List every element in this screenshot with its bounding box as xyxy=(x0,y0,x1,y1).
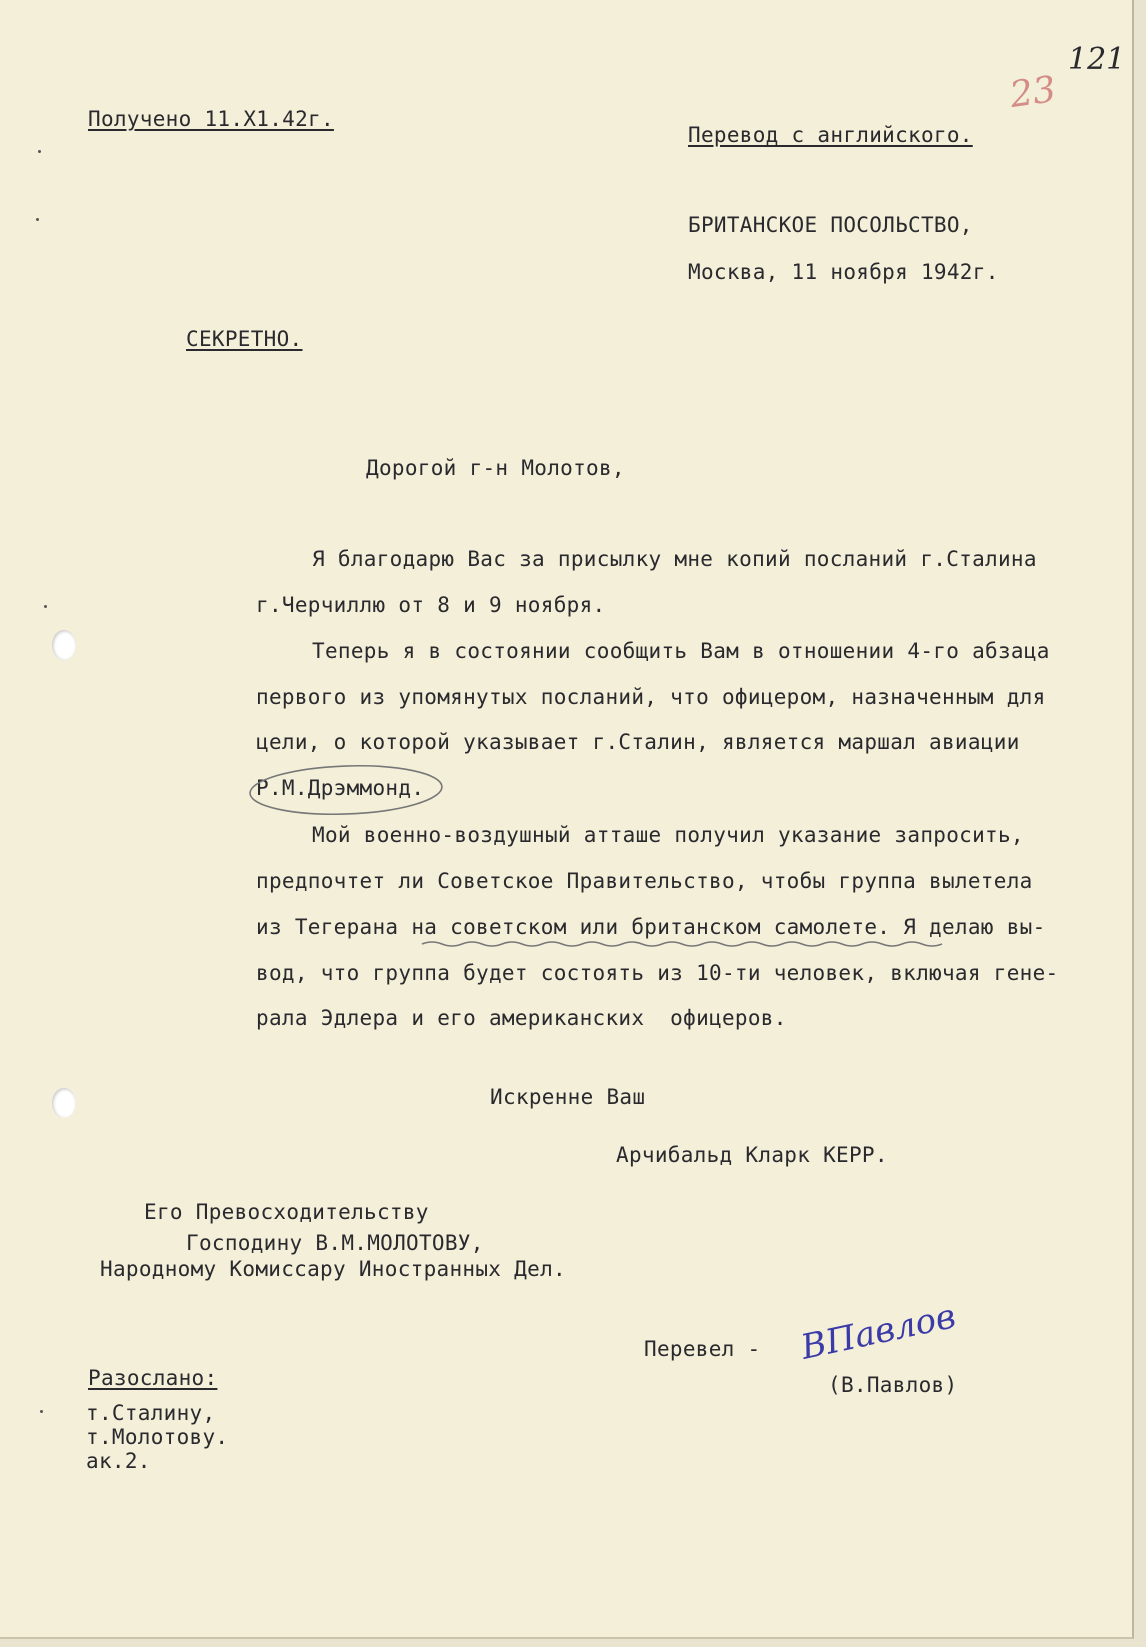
translator-name: (В.Павлов) xyxy=(828,1373,958,1397)
body-line: Мой военно-воздушный атташе получил указание запросить, xyxy=(312,823,1024,847)
body-line: Теперь я в состоянии сообщить Вам в отношении 4-го абзаца xyxy=(312,639,1050,663)
pencil-wavy-underline xyxy=(422,942,942,946)
body-line: из Тегерана на советском или британском самолете. Я делаю вы- xyxy=(256,915,1046,939)
body-line: цели, о которой указывает г.Сталин, является маршал авиации xyxy=(256,730,1020,754)
signatory: Арчибальд Кларк КЕРР. xyxy=(616,1143,888,1167)
classification-mark: СЕКРЕТНО. xyxy=(186,327,303,351)
archive-page-number: 121 xyxy=(1068,42,1126,77)
body-line: Я благодарю Вас за присылку мне копий посланий г.Сталина xyxy=(312,547,1037,571)
addressee-line: Народному Комиссару Иностранных Дел. xyxy=(100,1257,566,1281)
translator-label: Перевел - xyxy=(644,1337,761,1361)
distribution-item: ак.2. xyxy=(86,1449,151,1473)
received-stamp: Получено 11.Х1.42г. xyxy=(88,107,334,131)
punch-hole-top xyxy=(52,630,76,660)
salutation: Дорогой г-н Молотов, xyxy=(366,456,625,480)
speck xyxy=(36,218,39,221)
distribution-title: Разослано: xyxy=(88,1366,218,1390)
speck xyxy=(38,150,41,153)
sender-organization: БРИТАНСКОЕ ПОСОЛЬСТВО, xyxy=(688,213,973,237)
speck xyxy=(40,1410,43,1413)
body-line: рала Эдлера и его американских офицеров. xyxy=(256,1006,787,1030)
translation-note: Перевод с английского. xyxy=(688,123,973,147)
addressee-line: Господину В.М.МОЛОТОВУ, xyxy=(186,1231,484,1255)
archive-red-number: 23 xyxy=(1007,69,1059,116)
body-line: предпочтет ли Советское Правительство, чтобы группа вылетела xyxy=(256,869,1033,893)
speck xyxy=(44,605,47,608)
place-date: Москва, 11 ноября 1942г. xyxy=(688,260,999,284)
body-line: г.Черчиллю от 8 и 9 ноября. xyxy=(256,593,606,617)
valediction: Искренне Ваш xyxy=(490,1085,646,1109)
punch-hole-bottom xyxy=(52,1088,76,1118)
translator-signature: ВПавлов xyxy=(797,1296,960,1368)
body-line: Р.М.Дрэммонд. xyxy=(256,776,425,800)
distribution-item: т.Молотову. xyxy=(86,1425,229,1449)
distribution-item: т.Сталину, xyxy=(86,1401,216,1425)
body-line: первого из упомянутых посланий, что офицером, назначенным для xyxy=(256,685,1046,709)
addressee-line: Его Превосходительству xyxy=(144,1200,429,1224)
body-line: вод, что группа будет состоять из 10-ти человек, включая гене- xyxy=(256,961,1059,985)
